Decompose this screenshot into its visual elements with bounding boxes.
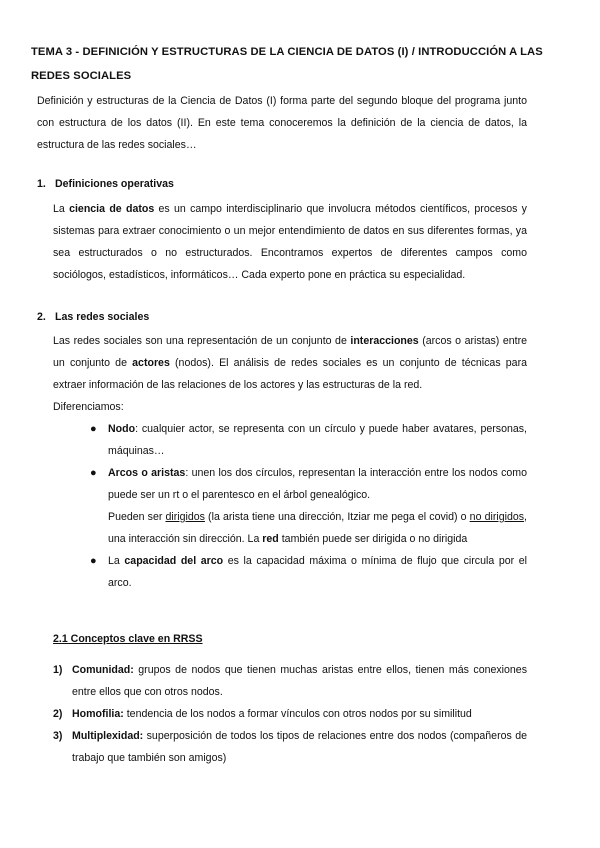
list-number: 3) <box>53 730 63 742</box>
section-1-title: Definiciones operativas <box>55 178 174 190</box>
section-2-1-heading: 2.1 Conceptos clave en RRSS <box>53 633 203 645</box>
text-run: es la capacidad máxima o mínima de flujo que circula por el arco. <box>108 555 527 589</box>
text-run: La <box>53 203 70 215</box>
intro-paragraph: Definición y estructuras de la Ciencia de Datos (I) forma parte del segundo bloque del programa junto con estructura de los datos (II). En este tema conoceremos la definición de la ciencia de datos, la estructura de las redes sociales… <box>37 95 527 151</box>
section-2-number: 2. <box>37 311 46 323</box>
term-multiplexidad: Multiplexidad: <box>72 730 144 742</box>
bullet-item-capacidad <box>90 550 527 594</box>
text-run: superposición de todos los tipos de relaciones entre dos nodos (compañeros de trabajo que también son amigos) <box>72 730 527 764</box>
text-run: , una interacción sin dirección. La <box>108 511 527 545</box>
text-run: : cualquier actor, se representa con un círculo y puede haber avatares, personas, máquinas… <box>108 423 527 457</box>
text-run: (arcos o aristas) entre un conjunto de <box>53 335 527 369</box>
diferenciamos-label: Diferenciamos: <box>53 401 124 413</box>
term-no-dirigidos: no dirigidos <box>469 511 525 523</box>
term-red: red <box>262 533 279 545</box>
bullet-icon: ● <box>90 423 97 435</box>
text-run: (la arista tiene una dirección, Itziar me pega el covid) o <box>204 511 470 523</box>
text-run: : unen los dos círculos, representan la interacción entre los nodos como puede ser un rt o el parentesco en el árbol genealógico. <box>108 467 527 501</box>
list-item <box>53 703 527 725</box>
text-run: Pueden ser <box>108 511 166 523</box>
bullet-list <box>90 418 527 594</box>
bullet-item-nodo <box>90 418 527 462</box>
text-run: grupos de nodos que tienen muchas aristas entre ellos, tienen más conexiones entre ellos que con otros nodos. <box>72 664 527 698</box>
list-number: 2) <box>53 708 63 720</box>
list-item <box>53 659 527 703</box>
numbered-list <box>53 659 527 769</box>
term-capacidad-del-arco: capacidad del arco <box>124 555 224 567</box>
bullet-icon: ● <box>90 467 97 479</box>
section-1-paragraph <box>53 198 527 286</box>
bullet-icon: ● <box>90 555 97 567</box>
list-number: 1) <box>53 664 63 676</box>
term-interacciones: interacciones <box>350 335 419 347</box>
term-ciencia-de-datos: ciencia de datos <box>69 203 155 215</box>
text-run: Las redes sociales son una representación de un conjunto de <box>53 335 351 347</box>
bullet-item-arcos <box>90 462 527 550</box>
text-run: también puede ser dirigida o no dirigida <box>278 533 468 545</box>
document-title: TEMA 3 - DEFINICIÓN Y ESTRUCTURAS DE LA CIENCIA DE DATOS (I) / INTRODUCCIÓN A LAS REDES SOCIALES <box>31 46 543 82</box>
text-run: tendencia de los nodos a formar vínculos con otros nodos por su similitud <box>123 708 472 720</box>
section-2-title: Las redes sociales <box>55 311 150 323</box>
term-nodo: Nodo <box>108 423 136 435</box>
section-2-paragraph <box>53 330 527 418</box>
term-homofilia: Homofilia: <box>72 708 124 720</box>
text-run: (nodos). El análisis de redes sociales es un conjunto de técnicas para extraer información de las relaciones de los actores y las estructuras de la red. <box>53 357 527 391</box>
term-comunidad: Comunidad: <box>72 664 134 676</box>
section-1-heading <box>37 178 174 190</box>
section-2-heading <box>37 311 149 323</box>
section-1-number: 1. <box>37 178 46 190</box>
term-actores: actores <box>132 357 170 369</box>
term-arcos-o-aristas: Arcos o aristas <box>108 467 186 479</box>
text-run: La <box>108 555 125 567</box>
text-run: es un campo interdisciplinario que involucra métodos científicos, procesos y sistemas para extraer conocimiento o un mejor entendimiento de datos en sus diferentes formas, ya sea estructurados o no estructurados. Encontramos expertos de diferentes campos como sociólogos, estadísticos, informáticos… Cada experto pone en práctica su especialidad. <box>53 203 527 281</box>
list-item <box>53 725 527 769</box>
term-dirigidos: dirigidos <box>165 511 205 523</box>
